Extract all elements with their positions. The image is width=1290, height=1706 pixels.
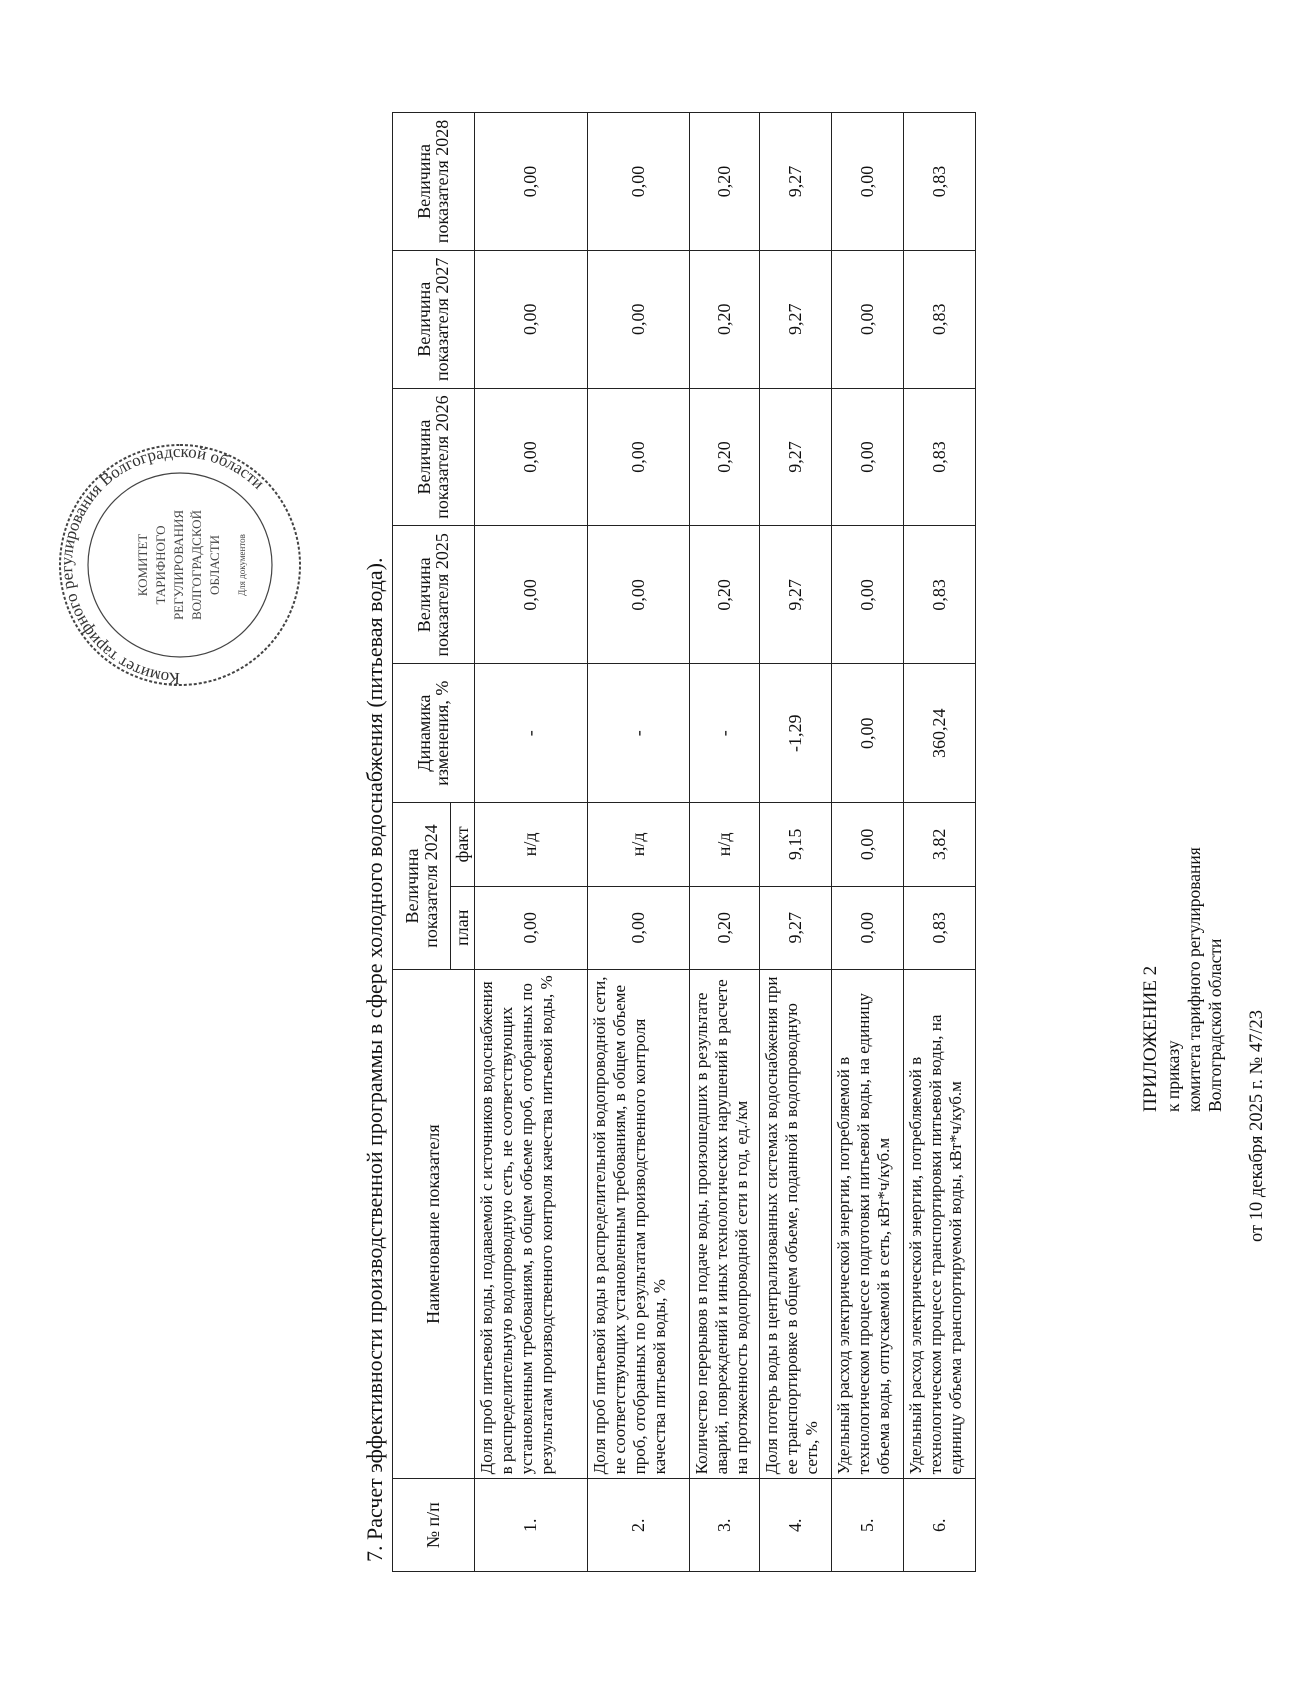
row-fact: 9,15: [759, 803, 831, 886]
col-header-name: Наименование показателя: [393, 969, 475, 1478]
table-row: [831, 113, 903, 1572]
row-fact: н/д: [474, 803, 587, 886]
table-row: [903, 113, 975, 1572]
row-num: 6.: [903, 1479, 975, 1572]
row-indicator-name: Удельный расход электрической энергии, потребляемой в технологическом процессе подготовки питьевой воды, на единицу объема воды, отпускаемой в сеть, кВт*ч/куб.м: [831, 969, 903, 1478]
row-num: 2.: [587, 1479, 689, 1572]
row-2028: 0,20: [689, 113, 759, 251]
table-row: [587, 113, 689, 1572]
stamp-line: ТАРИФНОГО: [153, 525, 168, 605]
row-2026: 0,83: [903, 388, 975, 526]
appendix-header: [1140, 802, 1290, 1262]
official-stamp: [55, 440, 305, 690]
col-header-2024: Величина показателя 2024: [393, 803, 451, 970]
row-2025: 0,00: [587, 526, 689, 664]
col-header-dynamics: Динамика изменения, %: [393, 664, 475, 803]
row-indicator-name: Доля проб питьевой воды в распределительной водопроводной сети, не соответствующих установленным требованиям, в общем объеме проб, отобранных по результатам производственного контроля качества питьевой воды, %: [587, 969, 689, 1478]
row-num: 5.: [831, 1479, 903, 1572]
row-fact: н/д: [689, 803, 759, 886]
table-row: [689, 113, 759, 1572]
row-2026: 0,20: [689, 388, 759, 526]
row-dynamics: -1,29: [759, 664, 831, 803]
row-dynamics: -: [689, 664, 759, 803]
row-dynamics: -: [587, 664, 689, 803]
table-row: [474, 113, 587, 1572]
row-2027: 0,20: [689, 250, 759, 388]
row-plan: 9,27: [759, 886, 831, 969]
stamp-outer-text: Комитет тарифного регулирования Волгоградской области: [56, 441, 269, 689]
row-2028: 0,00: [831, 113, 903, 251]
col-header-num: № п/п: [393, 1479, 475, 1572]
row-plan: 0,83: [903, 886, 975, 969]
row-num: 1.: [474, 1479, 587, 1572]
row-2026: 0,00: [474, 388, 587, 526]
efficiency-table: [392, 112, 976, 1572]
row-2028: 0,83: [903, 113, 975, 251]
order-date-number: от 10 декабря 2025 г. № 47/23: [1246, 1010, 1267, 1242]
rotated-page-content: [362, 112, 1130, 1572]
row-2025: 0,00: [474, 526, 587, 664]
row-dynamics: 0,00: [831, 664, 903, 803]
col-header-2027: Величина показателя 2027: [393, 250, 475, 388]
row-2027: 0,00: [831, 250, 903, 388]
row-fact: 0,00: [831, 803, 903, 886]
row-2026: 9,27: [759, 388, 831, 526]
stamp-line: ВОЛГОГРАДСКОЙ: [189, 510, 204, 620]
row-2027: 0,00: [587, 250, 689, 388]
appendix-title: ПРИЛОЖЕНИЕ 2: [1140, 965, 1161, 1112]
row-2025: 9,27: [759, 526, 831, 664]
region-name: Волгоградской области: [1204, 938, 1225, 1112]
order-reference: к приказу: [1162, 1040, 1183, 1112]
committee-name: комитета тарифного регулирования: [1183, 847, 1204, 1112]
row-2026: 0,00: [831, 388, 903, 526]
row-2025: 0,83: [903, 526, 975, 664]
row-num: 3.: [689, 1479, 759, 1572]
row-plan: 0,20: [689, 886, 759, 969]
row-num: 4.: [759, 1479, 831, 1572]
row-2025: 0,20: [689, 526, 759, 664]
row-plan: 0,00: [587, 886, 689, 969]
row-2028: 0,00: [474, 113, 587, 251]
stamp-line: КОМИТЕТ: [135, 533, 150, 597]
row-indicator-name: Доля проб питьевой воды, подаваемой с источников водоснабжения в распределительную водопроводную сеть, не соответствующих установленным требованиям, в общем объеме проб, отобранных по результатам производственного контроля качества питьевой воды, %: [474, 969, 587, 1478]
row-dynamics: 360,24: [903, 664, 975, 803]
stamp-line: ОБЛАСТИ: [207, 534, 222, 596]
row-indicator-name: Количество перерывов в подаче воды, произошедших в результате аварий, повреждений и иных технологических нарушений в расчете на протяженность водопроводной сети в год, ед./км: [689, 969, 759, 1478]
col-header-2025: Величина показателя 2025: [393, 526, 475, 664]
row-plan: 0,00: [474, 886, 587, 969]
stamp-line: РЕГУЛИРОВАНИЯ: [171, 509, 186, 621]
col-header-fact: факт: [451, 803, 475, 886]
row-2027: 0,83: [903, 250, 975, 388]
row-2026: 0,00: [587, 388, 689, 526]
row-indicator-name: Удельный расход электрической энергии, потребляемой в технологическом процессе транспортировки питьевой воды, на единицу объема транспортируемой воды, кВт*ч/куб.м: [903, 969, 975, 1478]
col-header-2026: Величина показателя 2026: [393, 388, 475, 526]
row-2028: 0,00: [587, 113, 689, 251]
col-header-2028: Величина показателя 2028: [393, 113, 475, 251]
row-2028: 9,27: [759, 113, 831, 251]
row-fact: н/д: [587, 803, 689, 886]
row-indicator-name: Доля потерь воды в централизованных системах водоснабжения при ее транспортировке в общем объеме, поданной в водопроводную сеть, %: [759, 969, 831, 1478]
table-row: [759, 113, 831, 1572]
col-header-plan: план: [451, 886, 475, 969]
table-caption: 7. Расчет эффективности производственной программы в сфере холодного водоснабжения (питьевая вода).: [362, 557, 387, 1562]
row-2025: 0,00: [831, 526, 903, 664]
row-dynamics: -: [474, 664, 587, 803]
row-2027: 0,00: [474, 250, 587, 388]
row-2027: 9,27: [759, 250, 831, 388]
row-fact: 3,82: [903, 803, 975, 886]
stamp-small-text: Для документов: [237, 534, 247, 596]
row-plan: 0,00: [831, 886, 903, 969]
